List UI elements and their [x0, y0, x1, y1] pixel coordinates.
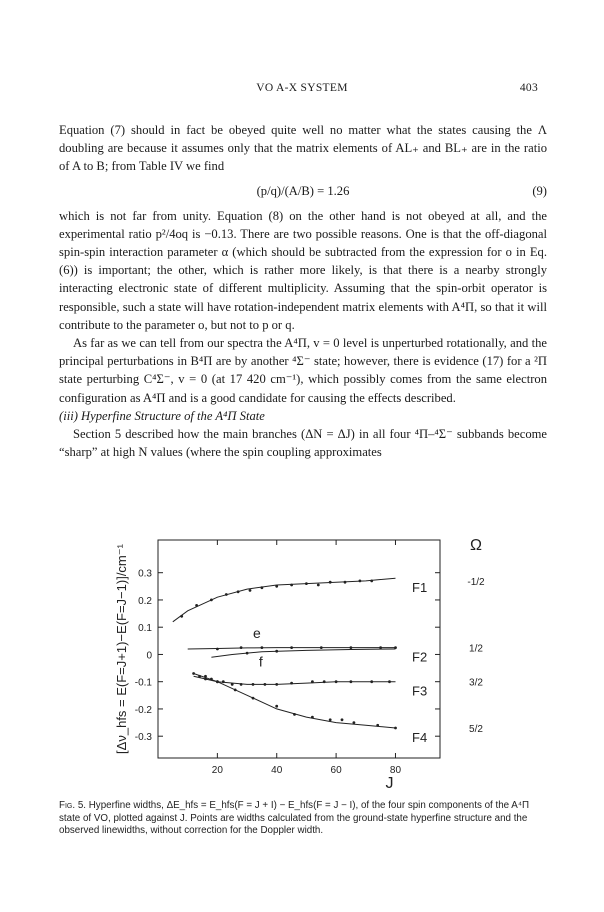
y-tick-label: 0 — [146, 650, 152, 662]
data-point — [204, 678, 207, 681]
data-point — [252, 697, 255, 700]
data-point — [264, 683, 267, 686]
data-point — [246, 652, 249, 655]
omega-label: 3/2 — [469, 677, 483, 689]
data-point — [394, 646, 397, 649]
series-curve-2 — [211, 649, 395, 657]
y-axis-label: [Δν_hfs = E(F=J+1)−E(F=J−1)]/cm⁻¹ — [114, 544, 129, 754]
data-point — [311, 716, 314, 719]
y-tick-label: 0.2 — [138, 595, 152, 607]
data-point — [275, 705, 278, 708]
data-point — [237, 590, 240, 593]
data-point — [216, 648, 219, 651]
data-point — [370, 680, 373, 683]
data-point — [329, 718, 332, 721]
data-point — [293, 713, 296, 716]
omega-header: Ω — [470, 537, 482, 554]
paragraph-3: As far as we can tell from our spectra the A⁴Π, v = 0 level is unperturbed rotationally, and the principal perturbations in B⁴Π are by another ⁴Σ⁻ state; however, there is evidence (17) for a ²Π state perturbing C⁴Σ⁻, v = 0 (at 17 420 cm⁻¹), which possibly comes from the same electron configuration as A⁴Π and is a good candidate for causing the effects described. — [59, 336, 547, 405]
series-curve-3 — [194, 676, 396, 684]
data-point — [261, 646, 264, 649]
data-point — [290, 584, 293, 587]
omega-label: 1/2 — [469, 643, 483, 655]
figure-caption — [59, 800, 547, 838]
figure-5-chart — [110, 528, 520, 792]
data-point — [210, 599, 213, 602]
data-point — [204, 675, 207, 678]
data-point — [379, 646, 382, 649]
x-tick-label: 40 — [271, 765, 283, 776]
omega-label: 5/2 — [469, 724, 483, 736]
data-point — [317, 584, 320, 587]
y-tick-label: -0.1 — [134, 677, 152, 689]
data-point — [180, 615, 183, 618]
data-point — [344, 581, 347, 584]
series-label: F4 — [412, 730, 428, 746]
data-point — [305, 582, 308, 585]
data-point — [198, 675, 201, 678]
omega-label: -1/2 — [467, 576, 485, 588]
data-point — [394, 727, 397, 730]
data-point — [320, 646, 323, 649]
caption-text: Hyperfine widths, ΔE_hfs = E_hfs(F = J + I) − E_hfs(F = J − I), of the four spin components of the A⁴Π state of VO, plotted against J. Points are widths calculated from the ground-state hyperfine structure and the observed linewidths, without correction for the Doppler width. — [59, 800, 530, 837]
data-point — [350, 680, 353, 683]
x-tick-label: 80 — [389, 765, 402, 776]
series-label: F2 — [412, 649, 428, 665]
data-point — [350, 646, 353, 649]
data-point — [240, 646, 243, 649]
hyperfine-width-plot — [110, 528, 520, 792]
section-heading: (iii) Hyperfine Structure of the A⁴Π State — [59, 408, 265, 423]
data-point — [231, 683, 234, 686]
equation-text: (p/q)/(A/B) = 1.26 — [256, 183, 350, 198]
parity-label-f: f — [258, 653, 263, 670]
x-tick-label: 20 — [211, 765, 223, 776]
data-point — [353, 721, 356, 724]
equation-9 — [59, 182, 547, 200]
data-point — [359, 580, 362, 583]
data-point — [370, 580, 373, 583]
y-tick-label: 0.1 — [138, 623, 152, 635]
y-tick-label: -0.3 — [134, 732, 152, 744]
page-number: 403 — [519, 82, 538, 94]
data-point — [335, 680, 338, 683]
data-point — [195, 604, 198, 607]
paragraph-4: Section 5 described how the main branches (ΔN = ΔJ) in all four ⁴Π–⁴Σ⁻ subbands become “sharp” at high N values (where the spin coupling approximates — [59, 427, 547, 460]
data-point — [240, 683, 243, 686]
data-point — [249, 589, 252, 592]
data-point — [216, 680, 219, 683]
data-point — [311, 680, 314, 683]
data-point — [329, 581, 332, 584]
data-point — [376, 724, 379, 727]
data-point — [225, 593, 228, 596]
series-label: F1 — [412, 580, 428, 596]
paragraph-1: Equation (7) should in fact be obeyed quite well no matter what the states causing the Λ doubling are because it assumes only that the matrix elements of AL₊ and BL₊ are in the ratio of A to B; from Table IV we find — [59, 123, 547, 174]
data-point — [323, 680, 326, 683]
parity-label-e: e — [252, 625, 261, 642]
running-header — [0, 82, 604, 98]
running-title: VO A-X SYSTEM — [256, 82, 348, 94]
data-point — [261, 586, 264, 589]
data-point — [388, 680, 391, 683]
series-label: F3 — [412, 683, 428, 699]
series-curve-0 — [173, 578, 396, 622]
y-tick-label: 0.3 — [138, 568, 152, 580]
x-tick-label: 60 — [330, 765, 342, 776]
article-body — [59, 121, 547, 461]
data-point — [275, 683, 278, 686]
data-point — [290, 682, 293, 685]
data-point — [192, 672, 195, 675]
data-point — [252, 683, 255, 686]
data-point — [275, 650, 278, 653]
y-tick-label: -0.2 — [134, 704, 152, 716]
equation-label: (9) — [532, 183, 547, 198]
data-point — [275, 585, 278, 588]
data-point — [222, 680, 225, 683]
data-point — [234, 689, 237, 692]
data-point — [341, 718, 344, 721]
paragraph-2: which is not far from unity. Equation (8) on the other hand is not obeyed at all, and the experimental ratio p²/4oq is −0.13. There are two possible reasons. One is that the off-diagonal spin-spin interaction parameter α (which should be subtracted from the expression for o in Eq. (6)) is important; the other, which is rather more likely, is that there is a nearby strongly interacting electronic state of different multiplicity. Assuming that the spin-orbit operator is responsible, such a state will have rotation-independent matrix elements with A⁴Π, so that it will contribute to the parameter o, but not to p or q. — [59, 208, 547, 332]
x-axis-label: J — [385, 775, 394, 792]
data-point — [210, 678, 213, 681]
data-point — [290, 646, 293, 649]
figure-label: Fig. 5. — [59, 800, 86, 811]
